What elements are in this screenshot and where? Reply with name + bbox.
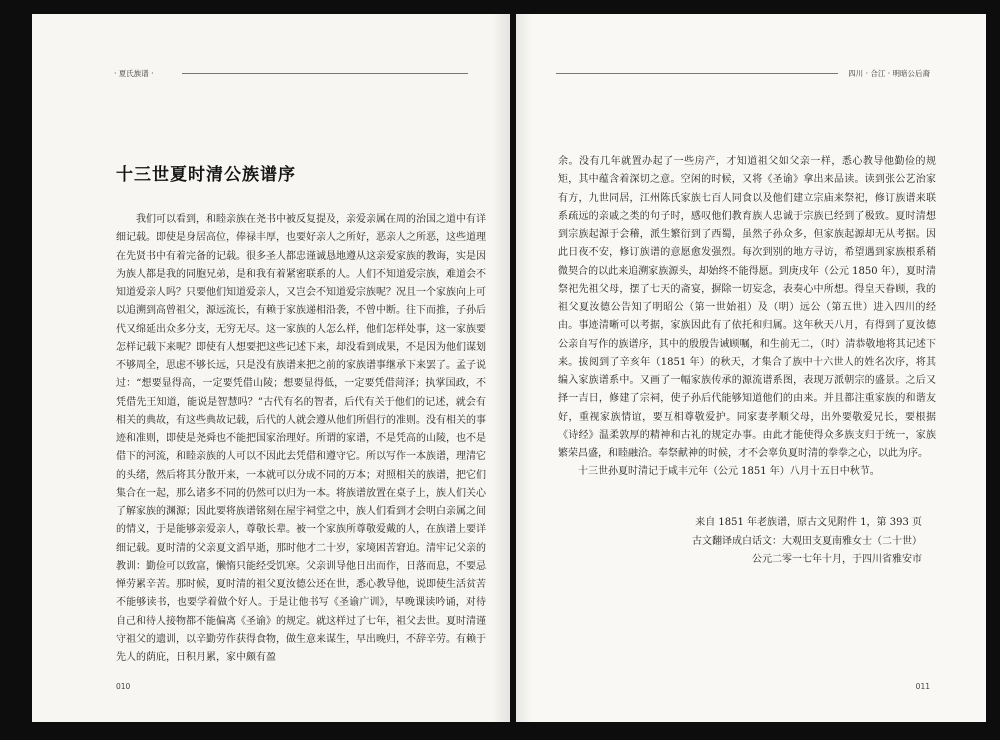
- source-line: 来自 1851 年老族谱，原古文见附件 1，第 393 页: [695, 517, 922, 528]
- right-page: [516, 14, 986, 722]
- paragraph: 我们可以看到，和睦亲族在尧书中被反复提及，亲爱亲属在周的治国之道中有详细记载。即使是身居高位，俸禄丰厚，也要好亲人之所好，恶亲人之所恶，这些道理在先贤书中有着完备的记载。很多圣人都忠谨诚恳地遵从这亲爱家族的教诲，实是因为族人都是我的同胞兄弟，是和我有着紧密联系的人。人们不知道爱宗族，难道会不知道爱亲人吗？只要他们知道爱亲人，又岂会不知道爱宗族呢？况且一个家族向上可以追溯到高曾祖父，源远流长，有赖于家族递相沿袭，不曾中断。往下而推，子孙后代又绵延出众多分支，无穷无尽。这一家族的人怎么样，他们怎样处事，这一家族要怎样记载下来呢？即使有人想要把这些记述下来，却没看到成果，不是因为他们谋划不够周全，思虑不够长远，只是没有族谱来把之前的家族谱事继承下来罢了。孟子说过：“想要显得高，一定要凭借山陵；想要显得低，一定要凭借菏泽；执掌国政，不凭借先王知道，能说是智慧吗？”古代有名的智者，后代有关于他们的记述，就会有相关的典故，有这些典故记载，后代的人就会遵从他们所倡行的准则。没有相关的事迹和准则，即使是尧舜也不能把国家治理好。所谓的家谱，不是凭高的山陵，也不是借下的河流，和睦亲族的人可以不因此去凭借和遵守它。所以写作一本族谱，理清它的头绪，然后将其分散开来，一本就可以分成不同的万本；对照相关的族谱，把它们集合在一起，那么诸多不同的仍然可以归为一本。将族谱放置在桌子上，族人们关心了解家族的渊源；因此要将族谱铭刻在屋宇祠堂之中，族人们看到才会明白亲属之间的情义，于是能够亲爱亲人，尊敬长辈。被一个家族所尊敬爱戴的人，在族谱上要详细记载。夏时清的父亲夏文滔早逝，那时他才二十岁，家境困苦窘迫。清牢记父亲的教训：勤俭可以致富，懒惰只能经受饥寒。父亲训导他日出而作，日落而息，不要忌惮劳累辛苦。那时候，夏时清的祖父夏汝德公还在世，悉心教导他，说即使生活贫苦不能够读书，也要学着做个好人。于是让他书写《圣谕广训》，早晚课读吟诵，对待自己和待人接物都不能偏离《圣谕》的规定。就这样过了七年，祖父去世。夏时清谨守祖父的遗训，以辛勤劳作获得食物，做生意来谋生，早出晚归，不辞辛劳。有赖于先人的荫庇，日积月累，家中颇有盈: [116, 214, 486, 663]
- source-line: 古文翻译成白话文：大观田支夏南雅女士（二十世）: [692, 535, 922, 547]
- page-number: 011: [915, 682, 930, 691]
- body-text: [558, 153, 936, 482]
- left-page: [32, 14, 510, 722]
- source-note: [522, 514, 922, 570]
- spine-shadow: [492, 14, 510, 722]
- page-number: 010: [116, 682, 131, 691]
- header-rule: [556, 73, 838, 74]
- spine-shadow: [516, 14, 532, 722]
- signature-line: 十三世孙夏时清记于咸丰元年（公元 1851 年）八月十五日中秋节。: [578, 466, 880, 478]
- running-head: · 夏氏族谱 ·: [114, 69, 154, 78]
- header-rule: [182, 73, 468, 74]
- body-text: [116, 211, 486, 667]
- chapter-title: 十三世夏时清公族谱序: [116, 165, 296, 185]
- source-line: 公元二零一七年十月，于四川省雅安市: [752, 554, 922, 566]
- paragraph-continued: 余。没有几年就置办起了一些房产，才知道祖父如父亲一样，悉心教导他勤俭的规矩，其中蕴含着深切之意。空闲的时候，又将《圣谕》拿出来品读。读到张公艺治家有方，九世同居，江州陈氏家族七百人同食以及他们建立宗庙来祭祀，修订族谱来联系疏远的亲戚之类的句子时，感叹他们教育族人忠诚于宗族已经到了极致。夏时清想到宗族起源于会稽，派生繁衍到了西蜀，虽然子孙众多，但家族起源却无从考据。因此日夜不安，修订族谱的意愿愈发强烈。每次到别的地方寻访，希望遇到家族根系稍微契合的以此来追溯家族源头，却始终不能得愿。到庚戌年（公元 1850 年），夏时清祭祀先祖父母，摆了七天的斋宴，摒除一切妄念，表奏心中所想。得皇天眷顾，我的祖父夏汝德公告知了明昭公（第一世始祖）及（明）远公（第五世）进入四川的经由。事迹清晰可以考据，家族因此有了依托和归属。这年秋天八月，有得到了夏汝德公亲自写作的族谱序，其中的殷殷告诫顾嘱，和生前无二，（时）清恭敬地将其记述下来。拔阅到了辛亥年（1851 年）的秋天，才集合了族中十六世人的姓名次序，将其编入家族谱系中。又画了一幅家族传承的源流谱系图，表现万派朝宗的盛景。之后又择一吉日，修建了宗祠，使子孙后代能够知道他们的由来。并且都注重家族的和谐友好，重视家族情谊，要互相尊敬爱护。同家妻孝顺父母，出外要敬爱兄长，要根据《诗经》温柔敦厚的精神和古礼的规定办事。由此才能使得众多族支归于统一，家族繁荣昌盛，和睦融洽。奉祭献神的时候，才不会辜负夏时清的拳拳之心，以此为序。: [558, 156, 936, 459]
- running-head: 四川 · 合江 · 明暗公后裔: [848, 69, 930, 78]
